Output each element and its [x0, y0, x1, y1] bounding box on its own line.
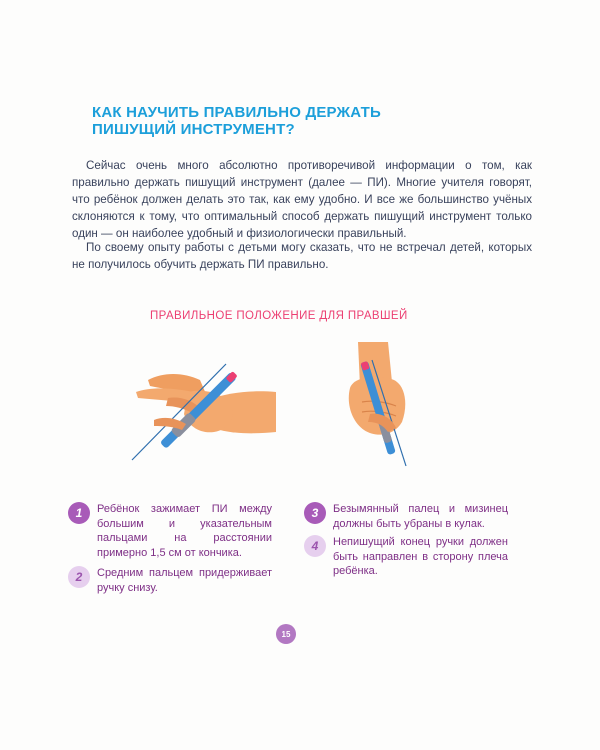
step-item-2 [68, 566, 278, 596]
step-text: Средним пальцем придерживает ручку снизу. [97, 567, 272, 594]
step-number-badge: 3 [304, 502, 326, 524]
page-title-line-2: ПИШУЩИЙ ИНСТРУМЕНТ? [92, 121, 295, 138]
step-text: Непишущий конец ручки должен быть направлен в сторону плеча ребёнка. [333, 536, 508, 577]
step-number-badge: 4 [304, 535, 326, 557]
paragraph-2: По своему опыту работы с детьми могу сказать, что не встречал детей, которых не получилось обучить держать ПИ правильно. [72, 241, 532, 271]
page-title [92, 104, 512, 138]
step-item-4 [304, 535, 514, 580]
paragraph-1: Сейчас очень много абсолютно противоречивой информации о том, как правильно держать пишущий инструмент (далее — ПИ). Многие учителя говорят, что ребёнок должен делать это так, как ему удобно. И все же большинство учёных склоняются к тому, что оптимальный способ держать пишущий инструмент только один — он наиболее удобный и физиологически правильный. [72, 159, 532, 240]
step-item-1 [68, 502, 278, 562]
hand-grip-side-illustration [128, 350, 278, 465]
page-title-line-1: КАК НАУЧИТЬ ПРАВИЛЬНО ДЕРЖАТЬ [92, 104, 381, 121]
section-heading: ПРАВИЛЬНОЕ ПОЛОЖЕНИЕ ДЛЯ ПРАВШЕЙ [150, 310, 408, 322]
step-number-badge: 2 [68, 566, 90, 588]
step-item-3 [304, 502, 514, 532]
step-number-badge: 1 [68, 502, 90, 524]
page-number: 15 [276, 624, 296, 644]
step-text: Безымянный палец и мизинец должны быть убраны в кулак. [333, 503, 508, 530]
hand-grip-top-illustration [340, 342, 420, 467]
step-text: Ребёнок зажимает ПИ между большим и указательным пальцами на расстоянии примерно 1,5 см от кончика. [97, 503, 272, 559]
